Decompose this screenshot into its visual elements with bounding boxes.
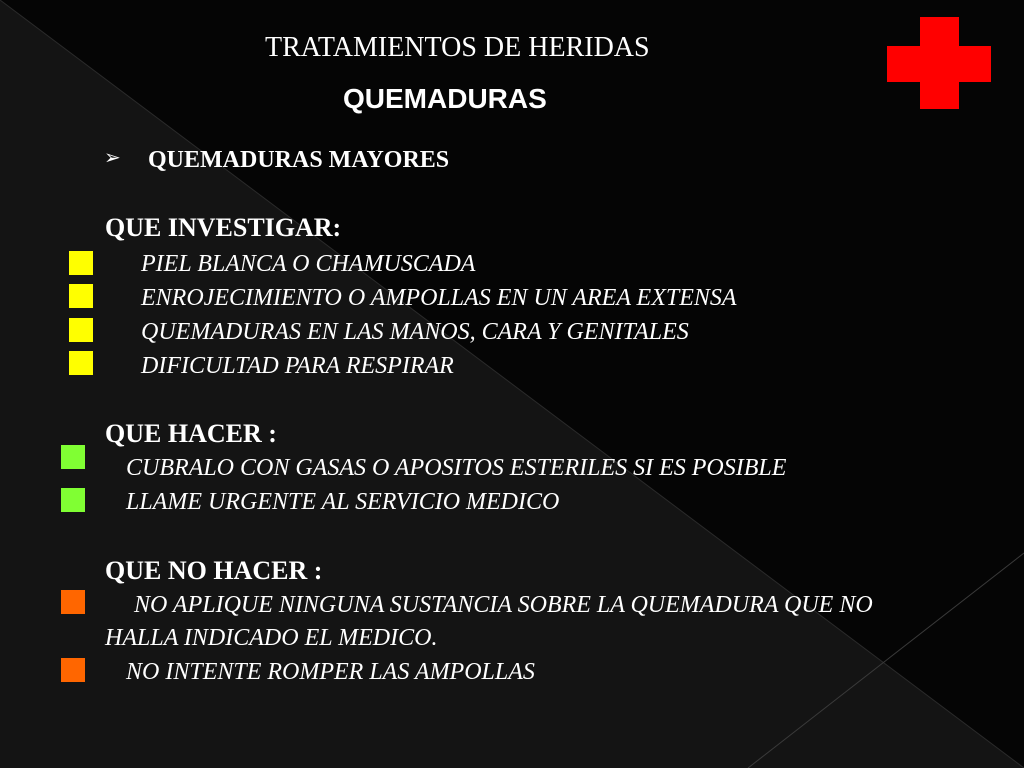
investigate-item: PIEL BLANCA O CHAMUSCADA — [141, 251, 476, 277]
slide-subtitle: QUEMADURAS — [343, 83, 547, 114]
dont-item: NO INTENTE ROMPER LAS AMPOLLAS — [126, 659, 535, 685]
yellow-square-icon — [69, 284, 93, 308]
dont-heading: QUE NO HACER : — [105, 556, 323, 585]
red-cross-icon-bar — [887, 46, 991, 82]
do-item: CUBRALO CON GASAS O APOSITOS ESTERILES SI ES POSIBLE — [126, 455, 787, 481]
slide-title: TRATAMIENTOS DE HERIDAS — [265, 32, 650, 63]
orange-square-icon — [61, 590, 85, 614]
investigate-item: DIFICULTAD PARA RESPIRAR — [141, 353, 454, 379]
orange-square-icon — [61, 658, 85, 682]
investigate-item: ENROJECIMIENTO O AMPOLLAS EN UN AREA EXTENSA — [141, 285, 737, 311]
yellow-square-icon — [69, 251, 93, 275]
investigate-heading: QUE INVESTIGAR: — [105, 213, 342, 242]
yellow-square-icon — [69, 351, 93, 375]
do-heading: QUE HACER : — [105, 419, 277, 448]
dont-item: NO APLIQUE NINGUNA SUSTANCIA SOBRE LA QUEMADURA QUE NO — [134, 592, 873, 618]
yellow-square-icon — [69, 318, 93, 342]
do-item: LLAME URGENTE AL SERVICIO MEDICO — [126, 489, 560, 515]
green-square-icon — [61, 445, 85, 469]
green-square-icon — [61, 488, 85, 512]
section-title: QUEMADURAS MAYORES — [148, 147, 450, 173]
investigate-item: QUEMADURAS EN LAS MANOS, CARA Y GENITALES — [141, 319, 689, 345]
arrow-bullet-icon: ➢ — [104, 147, 121, 169]
dont-item-continuation: HALLA INDICADO EL MEDICO. — [105, 625, 438, 651]
